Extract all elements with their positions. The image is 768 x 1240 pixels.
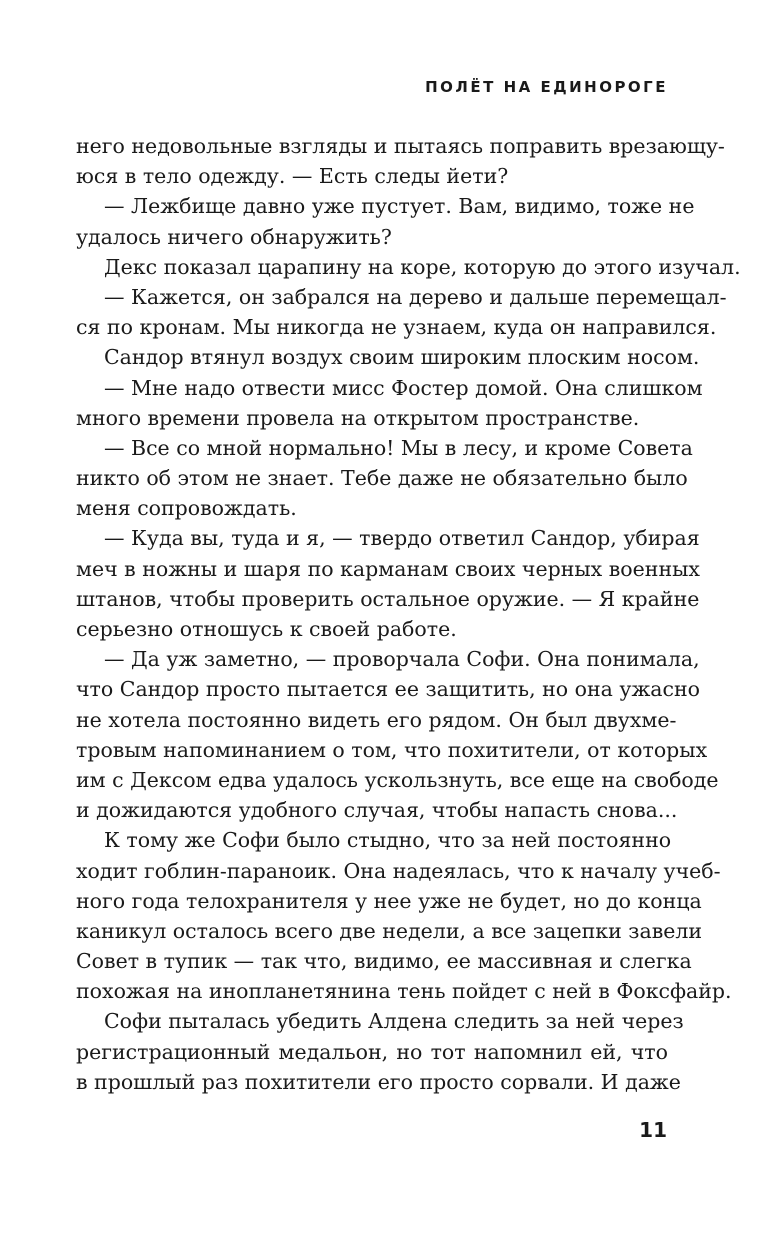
text-line: — Да уж заметно, — проворчала Софи. Она понимала, [104, 647, 700, 672]
text-line: — Мне надо отвести мисс Фостер домой. Она слишком [104, 375, 703, 400]
text-line: К тому же Софи было стыдно, что за ней постоянно [104, 828, 672, 853]
text-line: него недовольные взгляды и пытаясь поправить врезающу- [76, 134, 725, 158]
text-line: много времени провела на открытом пространстве. [76, 405, 640, 430]
text-line: тровым напоминанием о том, что похитители, от которых [76, 737, 708, 762]
text-line: ся по кронам. Мы никогда не узнаем, куда он направился. [76, 315, 717, 340]
text-line: Декс показал царапину на коре, которую до этого изучал. [104, 254, 741, 279]
text-line: ходит гоблин-параноик. Она надеялась, что к началу учеб- [76, 858, 721, 883]
text-line: — Все со мной нормально! Мы в лесу, и кроме Совета [104, 435, 693, 460]
text-line: юся в тело одежду. — Есть следы йети? [76, 164, 509, 189]
text-line: не хотела постоянно видеть его рядом. Он был двухме- [76, 707, 677, 732]
text-line: регистрационный медальон, но тот напомнил ей, что [76, 1039, 668, 1064]
text-line: и дожидаются удобного случая, чтобы напасть снова... [76, 798, 678, 823]
text-line: каникул осталось всего две недели, а все зацепки завели [76, 918, 703, 943]
text-line: — Лежбище давно уже пустует. Вам, видимо, тоже не [104, 194, 695, 219]
text-line: — Куда вы, туда и я, — твердо ответил Сандор, убирая [104, 526, 700, 551]
text-line: Сандор втянул воздух своим широким плоским носом. [104, 345, 700, 370]
text-line: удалось ничего обнаружить? [76, 224, 392, 249]
text-line: меня сопровождать. [76, 496, 297, 521]
text-line: в прошлый раз похитители его просто сорвали. И даже [76, 1069, 681, 1094]
page-number: 11 [639, 1118, 667, 1142]
text-line: что Сандор просто пытается ее защитить, но она ужасно [76, 677, 701, 702]
text-line: — Кажется, он забрался на дерево и дальше перемещал- [104, 284, 727, 309]
text-line: Софи пыталась убедить Алдена следить за ней через [104, 1009, 684, 1034]
running-head: ПОЛЁТ НА ЕДИНОРОГЕ [425, 78, 668, 96]
text-line: ного года телохранителя у нее уже не будет, но до конца [76, 888, 702, 913]
text-line: похожая на инопланетянина тень пойдет с ней в Фоксфайр. [76, 979, 732, 1004]
text-line: никто об этом не знает. Тебе даже не обязательно было [76, 466, 688, 491]
text-line: серьезно отношусь к своей работе. [76, 617, 457, 641]
text-line: Совет в тупик — так что, видимо, ее массивная и слегка [76, 949, 692, 974]
text-line: им с Дексом едва удалось ускользнуть, все еще на свободе [76, 767, 719, 792]
text-line: штанов, чтобы проверить остальное оружие. — Я крайне [76, 586, 700, 611]
body-text [76, 131, 741, 1097]
text-line: меч в ножны и шаря по карманам своих черных военных [76, 556, 700, 581]
